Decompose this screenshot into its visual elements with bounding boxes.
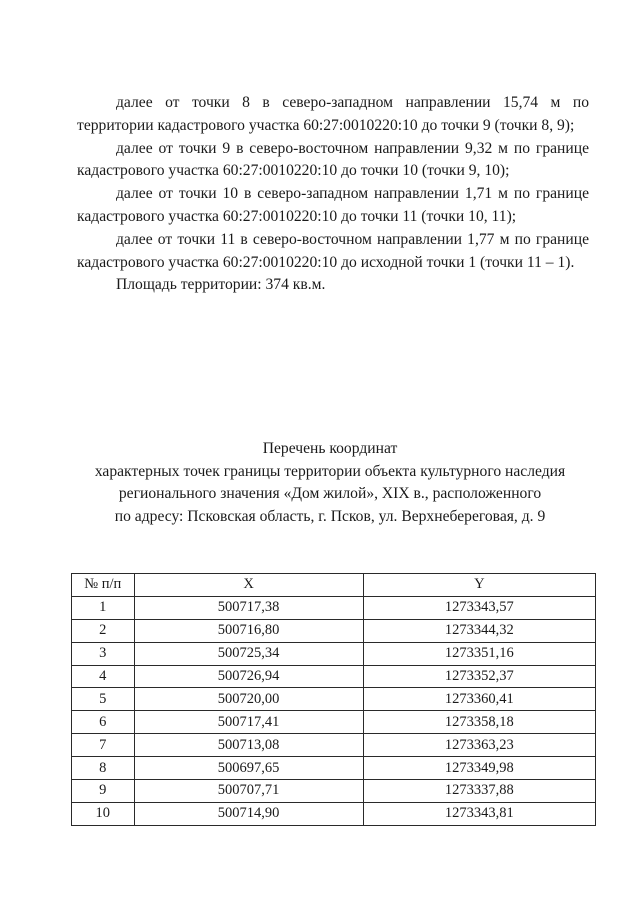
cell-x: 500697,65 <box>134 757 363 780</box>
title-line: регионального значения «Дом жилой», XIX в., расположенного <box>118 485 542 502</box>
cell-x: 500720,00 <box>134 688 363 711</box>
header-x: X <box>134 574 363 597</box>
paragraph: далее от точки 8 в северо-западном направлении 15,74 м по территории кадастрового участка 60:27:0010220:10 до точки 9 (точки 8, 9); <box>77 94 589 134</box>
cell-number: 6 <box>72 711 135 734</box>
cell-number: 10 <box>72 802 135 825</box>
paragraph: далее от точки 9 в северо-восточном направлении 9,32 м по границе кадастрового участка 60:27:0010220:10 до точки 10 (точки 9, 10); <box>77 139 589 180</box>
cell-x: 500707,71 <box>134 780 363 803</box>
cell-number: 5 <box>72 688 135 711</box>
title-line: характерных точек границы территории объекта культурного наследия <box>94 462 566 480</box>
cell-number: 4 <box>72 665 135 688</box>
cell-y: 1273337,88 <box>363 780 595 803</box>
cell-x: 500713,08 <box>134 734 363 757</box>
cell-y: 1273343,57 <box>363 596 595 619</box>
table-row <box>72 757 596 780</box>
paragraph: далее от точки 11 в северо-восточном направлении 1,77 м по границе кадастрового участка 60:27:0010220:10 до исходной точки 1 (точки 11 – 1). <box>77 230 589 271</box>
cell-y: 1273351,16 <box>363 642 595 665</box>
header-y: Y <box>363 574 595 597</box>
cell-number: 8 <box>72 757 135 780</box>
cell-number: 1 <box>72 596 135 619</box>
table-row <box>72 665 596 688</box>
title-line: Перечень координат <box>262 440 398 457</box>
table-row <box>72 596 596 619</box>
table-header-row <box>72 574 596 597</box>
table-row <box>72 734 596 757</box>
cell-number: 7 <box>72 734 135 757</box>
cell-number: 3 <box>72 642 135 665</box>
coordinates-title <box>60 438 600 528</box>
boundary-description <box>77 92 589 297</box>
table-row <box>72 802 596 825</box>
cell-x: 500725,34 <box>134 642 363 665</box>
cell-y: 1273349,98 <box>363 757 595 780</box>
cell-number: 9 <box>72 780 135 803</box>
cell-x: 500717,38 <box>134 596 363 619</box>
cell-y: 1273358,18 <box>363 711 595 734</box>
cell-y: 1273363,23 <box>363 734 595 757</box>
table-row <box>72 619 596 642</box>
cell-y: 1273360,41 <box>363 688 595 711</box>
cell-number: 2 <box>72 619 135 642</box>
header-number: № п/п <box>72 574 135 597</box>
cell-x: 500726,94 <box>134 665 363 688</box>
cell-y: 1273344,32 <box>363 619 595 642</box>
coordinates-table <box>71 573 596 826</box>
cell-y: 1273343,81 <box>363 802 595 825</box>
title-line: по адресу: Псковская область, г. Псков, ул. Верхнебереговая, д. 9 <box>114 507 546 525</box>
cell-x: 500716,80 <box>134 619 363 642</box>
paragraph: далее от точки 10 в северо-западном направлении 1,71 м по границе кадастрового участка 60:27:0010220:10 до точки 11 (точки 10, 11); <box>77 185 589 225</box>
cell-x: 500714,90 <box>134 802 363 825</box>
cell-x: 500717,41 <box>134 711 363 734</box>
table-row <box>72 642 596 665</box>
table-row <box>72 711 596 734</box>
table-row <box>72 780 596 803</box>
area-statement: Площадь территории: 374 кв.м. <box>116 276 326 294</box>
cell-y: 1273352,37 <box>363 665 595 688</box>
table-row <box>72 688 596 711</box>
